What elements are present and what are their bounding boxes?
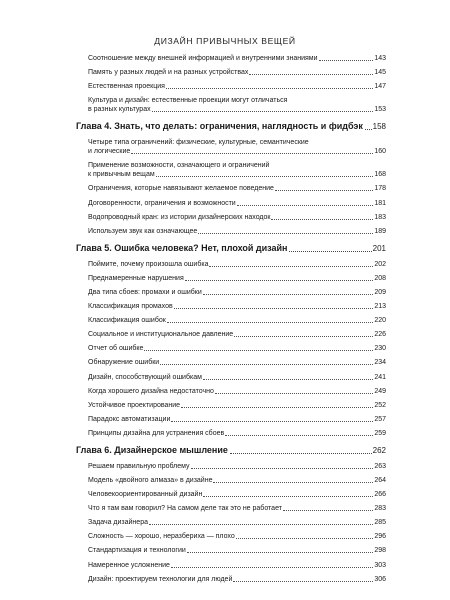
toc-entry-page-number: 285 [374,519,386,527]
chapter-title: Глава 6. Дизайнерское мышление [76,444,228,455]
toc-entry-row [88,415,386,424]
toc-entry-row [88,504,386,513]
toc-entry-row [88,260,386,269]
toc-chapter-4[interactable] [76,121,386,132]
toc-entry-title: Ограничения, которые навязывают желаемое поведение [88,185,274,193]
toc-entry[interactable] [76,561,386,570]
toc-entry-page-number: 264 [374,476,386,484]
toc-entry-title: Что я там вам говорил? На самом деле так это не работает [88,505,282,513]
toc-entry-row [88,288,386,297]
leader-dots [215,393,373,394]
leader-dots [233,581,373,582]
leader-dots [174,308,374,309]
toc-entry[interactable] [76,532,386,541]
toc-entry-row [88,546,386,555]
toc-entry[interactable] [76,344,386,353]
toc-entry-page-number: 143 [374,55,386,62]
toc-entry[interactable] [76,373,386,382]
toc-entry-title: Естественная проекция [88,83,165,91]
toc-entry-row [88,184,386,193]
toc-entry-title: к привычным вещам [88,171,155,179]
leader-dots [171,567,373,568]
toc-entry-title-line: Культура и дизайн: естественные проекции могут отличаться [88,97,288,105]
toc-entry-row [88,373,386,382]
toc-entry-page-number: 266 [374,491,386,499]
toc-entry-row [88,54,386,63]
toc-entry-row [88,575,386,584]
toc-entry-row [88,561,386,570]
toc-entry-title: Устойчивое проектирование [88,401,181,409]
toc-entry[interactable] [76,387,386,396]
toc-entry-title: в разных культурах [88,106,151,114]
leader-dots [171,421,373,422]
leader-dots [275,190,373,191]
leader-dots [203,294,374,295]
toc-entry-title: Социальное и институциональное давление [88,331,234,339]
toc-entry-row [88,476,386,485]
leader-dots [198,233,373,234]
toc-entry-page-number: 249 [374,387,386,395]
toc-entry[interactable] [76,462,386,471]
toc-entry-page-number: 213 [374,303,386,311]
leader-dots [167,322,374,323]
toc-chapter-6[interactable] [76,445,386,456]
toc-entry-page-number: 202 [374,260,386,268]
toc-entry-page-number: 306 [374,575,386,583]
leader-dots [156,176,374,177]
toc-entry-title: Дизайн, способствующий ошибкам [88,373,202,381]
toc-entry-title: Два типа сбоев: промахи и ошибки [88,288,202,296]
toc-entry-page-number: 183 [374,213,386,221]
leader-dots [213,482,373,483]
toc-entry[interactable] [76,138,386,156]
toc-entry-page-number: 296 [374,533,386,541]
toc-entry-title: Модель «двойного алмаза» в дизайне [88,476,213,484]
toc-section-c [76,260,386,438]
toc-entry-title: Договоренности, ограничения и возможности [88,199,236,207]
toc-entry-title: Принципы дизайна для устранения сбоев [88,429,225,437]
toc-entry-page-number: 303 [374,561,386,569]
toc-entry-title: Человекоориентированный дизайн [88,491,203,499]
toc-entry-title: и логические [88,148,131,156]
toc-entry-row [88,429,386,438]
leader-dots [234,336,373,337]
toc-entry-title: Парадокс автоматизации [88,415,171,423]
toc-entry-row [88,82,386,91]
toc-entry-page-number: 208 [374,274,386,282]
toc-entry[interactable] [76,490,386,499]
toc-entry[interactable] [76,546,386,555]
chapter-title: Глава 4. Знать, что делать: ограничения, наглядность и фидбэк [76,121,363,132]
toc-entry-page-number: 178 [374,185,386,193]
toc-entry-row [88,170,386,179]
toc-entry-page-number: 259 [374,429,386,437]
toc-entry-title: Дизайн: проектируем технологии для людей [88,575,233,583]
toc-entry-title: Поймите, почему произошла ошибка [88,260,209,268]
leader-dots [203,496,373,497]
leader-dots [249,74,373,75]
toc-entry-row [88,387,386,396]
toc-entry-title: Водопроводный кран: из истории дизайнерских находок [88,213,271,221]
toc-entry[interactable] [76,415,386,424]
toc-entry[interactable] [76,184,386,193]
toc-entry-page-number: 226 [374,331,386,339]
toc-entry-page-number: 283 [374,505,386,513]
toc-entry-title: Обнаружение ошибки [88,359,160,367]
toc-entry-page-number: 220 [374,317,386,325]
chapter-page-number: 262 [372,445,386,455]
toc-entry-row [88,330,386,339]
toc-entry-row [88,199,386,208]
toc-entry-page-number: 209 [374,288,386,296]
leader-dots [236,538,374,539]
toc-entry[interactable] [76,316,386,325]
toc-entry-page-number: 234 [374,359,386,367]
toc-entry-row [88,518,386,527]
toc-entry-page-number: 145 [374,69,386,77]
toc-entry[interactable] [76,54,386,63]
toc-entry-title: Намеренное усложнение [88,561,170,569]
toc-entry[interactable] [76,274,386,283]
leader-dots [283,510,373,511]
toc-section-d [76,462,386,584]
toc-entry[interactable] [76,476,386,485]
toc-entry-row [88,316,386,325]
toc-entry-title: Преднамеренные нарушения [88,274,184,282]
toc-entry-row [88,302,386,311]
toc-entry-row [88,344,386,353]
toc-entry-row [88,462,386,471]
toc-entry-row [88,358,386,367]
toc-entry-title-line: Четыре типа ограничений: физические, культурные, семантические [88,139,309,147]
leader-dots [237,205,374,206]
table-of-contents [76,54,386,589]
toc-entry[interactable] [76,96,386,114]
toc-entry[interactable] [76,330,386,339]
toc-entry-title: Задача дизайнера [88,519,148,527]
toc-entry-page-number: 147 [374,83,386,91]
toc-entry-row [88,490,386,499]
leader-dots [230,453,372,454]
toc-entry[interactable] [76,302,386,311]
toc-entry[interactable] [76,288,386,297]
leader-dots [152,111,374,112]
leader-dots [209,266,373,267]
leader-dots [144,350,373,351]
toc-entry[interactable] [76,358,386,367]
toc-section-a [76,54,386,114]
leader-dots [131,153,373,154]
toc-entry[interactable] [76,575,386,584]
toc-entry-title: Когда хорошего дизайна недостаточно [88,387,214,395]
toc-entry-page-number: 181 [374,199,386,207]
toc-entry[interactable] [76,227,386,236]
toc-entry-row [88,68,386,77]
toc-entry[interactable] [76,518,386,527]
leader-dots [185,280,374,281]
toc-entry-page-number: 160 [374,148,386,156]
toc-entry-title: Стандартизация и технологии [88,547,186,555]
toc-entry-page-number: 153 [374,106,386,114]
toc-entry-title-line: Применение возможности, означающего и ограничений [88,162,270,170]
toc-entry[interactable] [76,199,386,208]
toc-entry-title: Память у разных людей и на разных устройствах [88,69,249,77]
toc-entry-page-number: 252 [374,401,386,409]
toc-entry-row [88,147,386,156]
toc-entry[interactable] [76,213,386,222]
toc-entry[interactable] [76,260,386,269]
toc-entry-title: Отчет об ошибке [88,345,144,353]
leader-dots [187,552,374,553]
chapter-page-number: 158 [372,122,386,132]
toc-entry-title: Сложность — хорошо, неразбериха — плохо [88,533,235,541]
toc-entry-row [88,227,386,236]
chapter-title: Глава 5. Ошибка человека? Нет, плохой дизайн [76,242,288,253]
toc-entry-title: Решаем правильную проблему [88,462,190,470]
leader-dots [365,129,372,130]
toc-entry[interactable] [76,82,386,91]
toc-entry-page-number: 168 [374,171,386,179]
toc-entry-row [88,213,386,222]
leader-dots [289,251,371,252]
toc-entry-page-number: 263 [374,462,386,470]
chapter-page-number: 201 [372,243,386,253]
leader-dots [271,219,373,220]
leader-dots [319,60,374,61]
leader-dots [225,435,373,436]
toc-entry-title: Используем звук как означающее [88,227,198,235]
toc-entry-row [88,105,386,114]
toc-entry[interactable] [76,429,386,438]
running-head: ДИЗАЙН ПРИВЫЧНЫХ ВЕЩЕЙ [154,36,296,46]
toc-entry-page-number: 298 [374,547,386,555]
toc-entry-row [88,401,386,410]
toc-section-b [76,138,386,235]
toc-entry-page-number: 241 [374,373,386,381]
toc-entry[interactable] [76,161,386,179]
leader-dots [166,88,373,89]
leader-dots [191,468,374,469]
toc-entry-title: Классификация ошибок [88,317,166,325]
toc-chapter-5[interactable] [76,243,386,254]
toc-entry-page-number: 230 [374,345,386,353]
toc-entry-page-number: 189 [374,227,386,235]
toc-entry[interactable] [76,504,386,513]
toc-entry[interactable] [76,68,386,77]
toc-entry-title: Классификация промахов [88,303,173,311]
leader-dots [160,364,373,365]
leader-dots [203,379,373,380]
leader-dots [181,407,373,408]
leader-dots [149,524,373,525]
toc-entry-page-number: 257 [374,415,386,423]
toc-entry-title: Соотношение между внешней информацией и внутренними знаниями [88,55,318,62]
toc-entry-row [88,274,386,283]
toc-entry-row [88,532,386,541]
toc-entry[interactable] [76,401,386,410]
